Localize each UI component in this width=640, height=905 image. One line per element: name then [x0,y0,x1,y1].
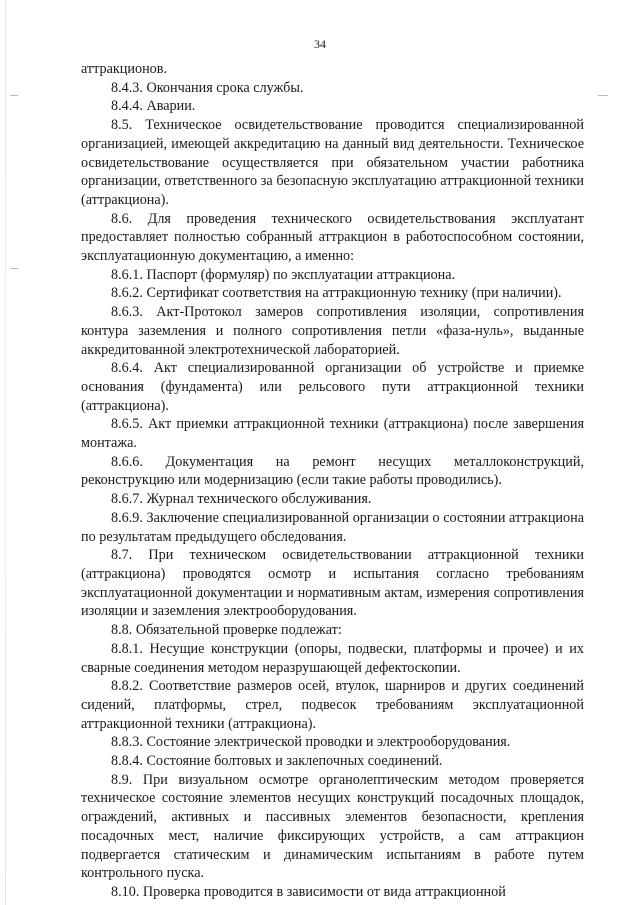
page-number: 34 [314,37,326,51]
paragraph: 8.7. При техническом освидетельствовании аттракционной техники (аттракциона) проводятся осмотр и испытания согласно требованиям эксплуатационной документации и нормативным актам, измерения сопротивления изоляции и заземления электрооборудования. [81,547,584,620]
paragraph: аттракционов. [81,61,167,77]
paragraph: 8.5. Техническое освидетельствование проводится специализированной организацией, имеющей аккредитацию на данный вид деятельности. Техническое освидетельствование осуществляется при обязательном участии работника организации, ответственного за безопасную эксплуатацию аттракционной техники (аттракциона). [81,117,584,208]
document-body [81,60,584,902]
scan-mark [598,95,608,96]
scan-edge [5,0,6,905]
paragraph: 8.8.1. Несущие конструкции (опоры, подвески, платформы и прочее) и их сварные соединения методом неразрушающей дефектоскопии. [81,640,584,676]
paragraph: 8.6.3. Акт-Протокол замеров сопротивления изоляции, сопротивления контура заземления и полного сопротивления петли «фаза-нуль», выданные аккредитованной электротехнической лабораторией. [81,304,584,358]
paragraph: 8.8. Обязательной проверке подлежат: [111,622,342,639]
paragraph: 8.6.1. Паспорт (формуляр) по эксплуатации аттракциона. [111,266,456,283]
paragraph: 8.9. При визуальном осмотре органолептическим методом проверяется техническое состояние элементов несущих конструкций посадочных площадок, ограждений, активных и пассивных элементов безопасности, крепления посадочных мест, наличие фиксирующих устройств, а сам аттракцион подвергается статическим и динамическим испытаниям в работе путем контрольного пуска. [81,771,584,882]
paragraph: 8.6.7. Журнал технического обслуживания. [111,491,372,508]
scan-mark [10,95,18,96]
paragraph: 8.10. Проверка проводится в зависимости от вида аттракционной [111,883,506,900]
paragraph: 8.6.2. Сертификат соответствия на аттракционную технику (при наличии). [111,285,562,302]
paragraph: 8.6.4. Акт специализированной организации об устройстве и приемке основания (фундамента) или рельсового пути аттракционной техники (аттракциона). [81,360,584,414]
paragraph: 8.8.3. Состояние электрической проводки и электрооборудования. [111,734,511,751]
paragraph: 8.8.2. Соответствие размеров осей, втулок, шарниров и других соединений сидений, платформы, стрел, подвесок требованиям эксплуатационной аттракционной техники (аттракциона). [81,678,584,732]
paragraph: 8.8.4. Состояние болтовых и заклепочных соединений. [111,753,443,770]
scan-mark [10,268,18,269]
paragraph: 8.6.5. Акт приемки аттракционной техники (аттракциона) после завершения монтажа. [81,416,584,452]
paragraph: 8.6. Для проведения технического освидетельствования эксплуатант предоставляет полностью собранный аттракцион в работоспособном состоянии, эксплуатационную документацию, а именно: [81,210,584,265]
paragraph: 8.4.4. Аварии. [111,98,196,115]
paragraph: 8.6.9. Заключение специализированной организации о состоянии аттракциона по результатам предыдущего обследования. [81,509,584,545]
paragraph: 8.4.3. Окончания срока службы. [111,79,304,96]
paragraph: 8.6.6. Документация на ремонт несущих металлоконструкций, реконструкцию или модернизацию (если такие работы проводились). [81,453,584,489]
